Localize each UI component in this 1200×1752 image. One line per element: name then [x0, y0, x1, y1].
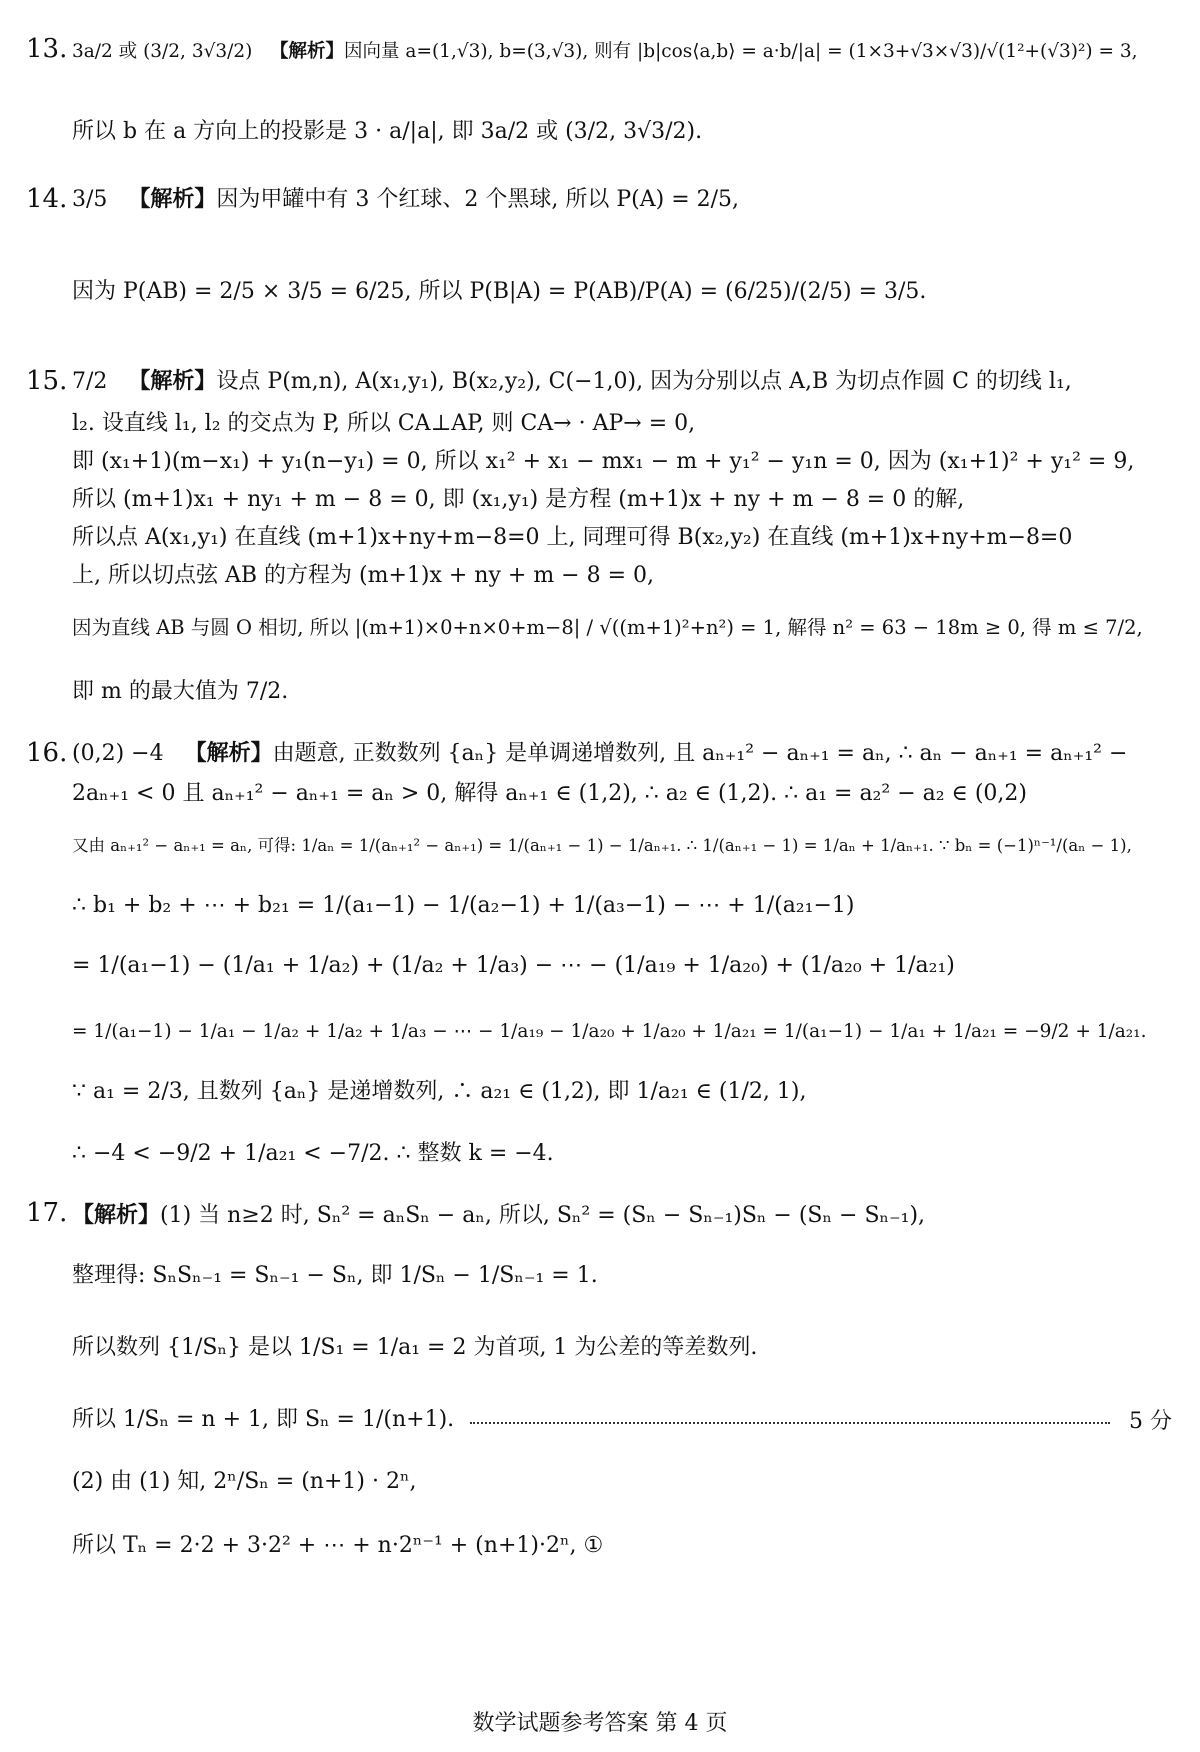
problem-15-line-2: l₂. 设直线 l₁, l₂ 的交点为 P, 所以 CA⊥AP, 则 CA→ · AP→ = 0,: [72, 411, 696, 436]
problem-14-line-1: [72, 184, 1140, 216]
problem-13-answer: 3a/2 或 (3/2, 3√3/2): [72, 41, 253, 62]
problem-14-tag: 【解析】: [128, 187, 217, 212]
problem-17-line-4: 所以 1/Sₙ = n + 1, 即 Sₙ = 1/(n+1).: [72, 1407, 455, 1432]
problem-15-tag: 【解析】: [128, 369, 217, 394]
problem-13-number: 13.: [26, 34, 68, 64]
problem-14-line-2: 因为 P(AB) = 2/5 × 3/5 = 6/25, 所以 P(B|A) = P(AB)/P(A) = (6/25)/(2/5) = 3/5.: [72, 279, 927, 304]
problem-17-tag: 【解析】: [72, 1203, 161, 1228]
problem-13-line-1: [72, 36, 1140, 68]
problem-13-text-1: 因向量 a=(1,√3), b=(3,√3), 则有 |b|cos⟨a,b⟩ = a·b/|a| = (1×3+√3×√3)/√(1²+(√3)²) = 3,: [344, 41, 1138, 62]
problem-16-answer: (0,2) −4: [72, 741, 164, 766]
problem-15-line-1: [72, 366, 1140, 398]
problem-16-line-5: = 1/(a₁−1) − (1/a₁ + 1/a₂) + (1/a₂ + 1/a₃) − ⋯ − (1/a₁₉ + 1/a₂₀) + (1/a₂₀ + 1/a₂₁): [72, 953, 955, 978]
page-footer: 数学试题参考答案 第 4 页: [472, 1711, 728, 1736]
problem-16-line-4: ∴ b₁ + b₂ + ⋯ + b₂₁ = 1/(a₁−1) − 1/(a₂−1) + 1/(a₃−1) − ⋯ + 1/(a₂₁−1): [72, 893, 855, 918]
problem-16-line-8: ∴ −4 < −9/2 + 1/a₂₁ < −7/2. ∴ 整数 k = −4.: [72, 1141, 554, 1166]
problem-16-text-1: 由题意, 正数数列 {aₙ} 是单调递增数列, 且 aₙ₊₁² − aₙ₊₁ = aₙ, ∴ aₙ − aₙ₊₁ = aₙ₊₁² −: [272, 741, 1128, 766]
problem-17-line-3: 所以数列 {1/Sₙ} 是以 1/S₁ = 1/a₁ = 2 为首项, 1 为公差的等差数列.: [72, 1335, 758, 1360]
problem-17-line-6: 所以 Tₙ = 2·2 + 3·2² + ⋯ + n·2ⁿ⁻¹ + (n+1)·2ⁿ, ①: [72, 1533, 604, 1558]
problem-16-line-1: [72, 738, 1140, 770]
problem-17-line-1: [72, 1200, 1140, 1232]
problem-16-tag: 【解析】: [184, 741, 273, 766]
problem-14-number: 14.: [26, 184, 68, 214]
problem-14-text-1: 因为甲罐中有 3 个红球、2 个黑球, 所以 P(A) = 2/5,: [216, 187, 740, 212]
problem-15-line-6: 上, 所以切点弦 AB 的方程为 (m+1)x + ny + m − 8 = 0,: [72, 563, 655, 588]
problem-15-line-4: 所以 (m+1)x₁ + ny₁ + m − 8 = 0, 即 (x₁,y₁) 是方程 (m+1)x + ny + m − 8 = 0 的解,: [72, 487, 965, 512]
problem-16-number: 16.: [26, 738, 68, 768]
problem-17-line-5: (2) 由 (1) 知, 2ⁿ/Sₙ = (n+1) · 2ⁿ,: [72, 1469, 417, 1494]
problem-16-line-3: 又由 aₙ₊₁² − aₙ₊₁ = aₙ, 可得: 1/aₙ = 1/(aₙ₊₁² − aₙ₊₁) = 1/(aₙ₊₁ − 1) − 1/aₙ₊₁. ∴ 1/(aₙ₊₁ − 1) = 1/aₙ + 1/aₙ₊₁. ∵ bₙ = (−1)ⁿ⁻¹/(aₙ − 1),: [72, 836, 1132, 855]
score-label: 5 分: [1129, 1409, 1172, 1434]
problem-16-line-2: 2aₙ₊₁ < 0 且 aₙ₊₁² − aₙ₊₁ = aₙ > 0, 解得 aₙ₊₁ ∈ (1,2), ∴ a₂ ∈ (1,2). ∴ a₁ = a₂² − a₂ ∈ (0,2): [72, 781, 1027, 806]
problem-15-text-1: 设点 P(m,n), A(x₁,y₁), B(x₂,y₂), C(−1,0), 因为分别以点 A,B 为切点作圆 C 的切线 l₁,: [216, 369, 1072, 394]
problem-13-tag: 【解析】: [270, 41, 345, 62]
problem-15-line-7: 因为直线 AB 与圆 O 相切, 所以 |(m+1)×0+n×0+m−8| / √((m+1)²+n²) = 1, 解得 n² = 63 − 18m ≥ 0, 得 m ≤ 7/2,: [72, 616, 1143, 639]
problem-15-line-8: 即 m 的最大值为 7/2.: [72, 679, 289, 704]
problem-13-line-2: 所以 b 在 a 方向上的投影是 3 · a/|a|, 即 3a/2 或 (3/2, 3√3/2).: [72, 119, 703, 144]
problem-15-number: 15.: [26, 366, 68, 396]
problem-15-line-3: 即 (x₁+1)(m−x₁) + y₁(n−y₁) = 0, 所以 x₁² + x₁ − mx₁ − m + y₁² − y₁n = 0, 因为 (x₁+1)² + y₁² = 9,: [72, 449, 1135, 474]
problem-17-text-1: (1) 当 n≥2 时, Sₙ² = aₙSₙ − aₙ, 所以, Sₙ² = (Sₙ − Sₙ₋₁)Sₙ − (Sₙ − Sₙ₋₁),: [160, 1203, 926, 1228]
problem-16-line-6: = 1/(a₁−1) − 1/a₁ − 1/a₂ + 1/a₂ + 1/a₃ − ⋯ − 1/a₁₉ − 1/a₂₀ + 1/a₂₀ + 1/a₂₁ = 1/(a₁−1) − 1/a₁ + 1/a₂₁ = −9/2 + 1/a₂₁.: [72, 1021, 1147, 1042]
leader-dots: [470, 1408, 1110, 1424]
problem-16-line-7: ∵ a₁ = 2/3, 且数列 {aₙ} 是递增数列, ∴ a₂₁ ∈ (1,2), 即 1/a₂₁ ∈ (1/2, 1),: [72, 1079, 807, 1104]
problem-17-number: 17.: [26, 1198, 68, 1228]
problem-17-line-2: 整理得: SₙSₙ₋₁ = Sₙ₋₁ − Sₙ, 即 1/Sₙ − 1/Sₙ₋₁ = 1.: [72, 1263, 598, 1288]
problem-14-answer: 3/5: [72, 187, 108, 212]
problem-15-line-5: 所以点 A(x₁,y₁) 在直线 (m+1)x+ny+m−8=0 上, 同理可得 B(x₂,y₂) 在直线 (m+1)x+ny+m−8=0: [72, 525, 1073, 550]
problem-15-answer: 7/2: [72, 369, 108, 394]
